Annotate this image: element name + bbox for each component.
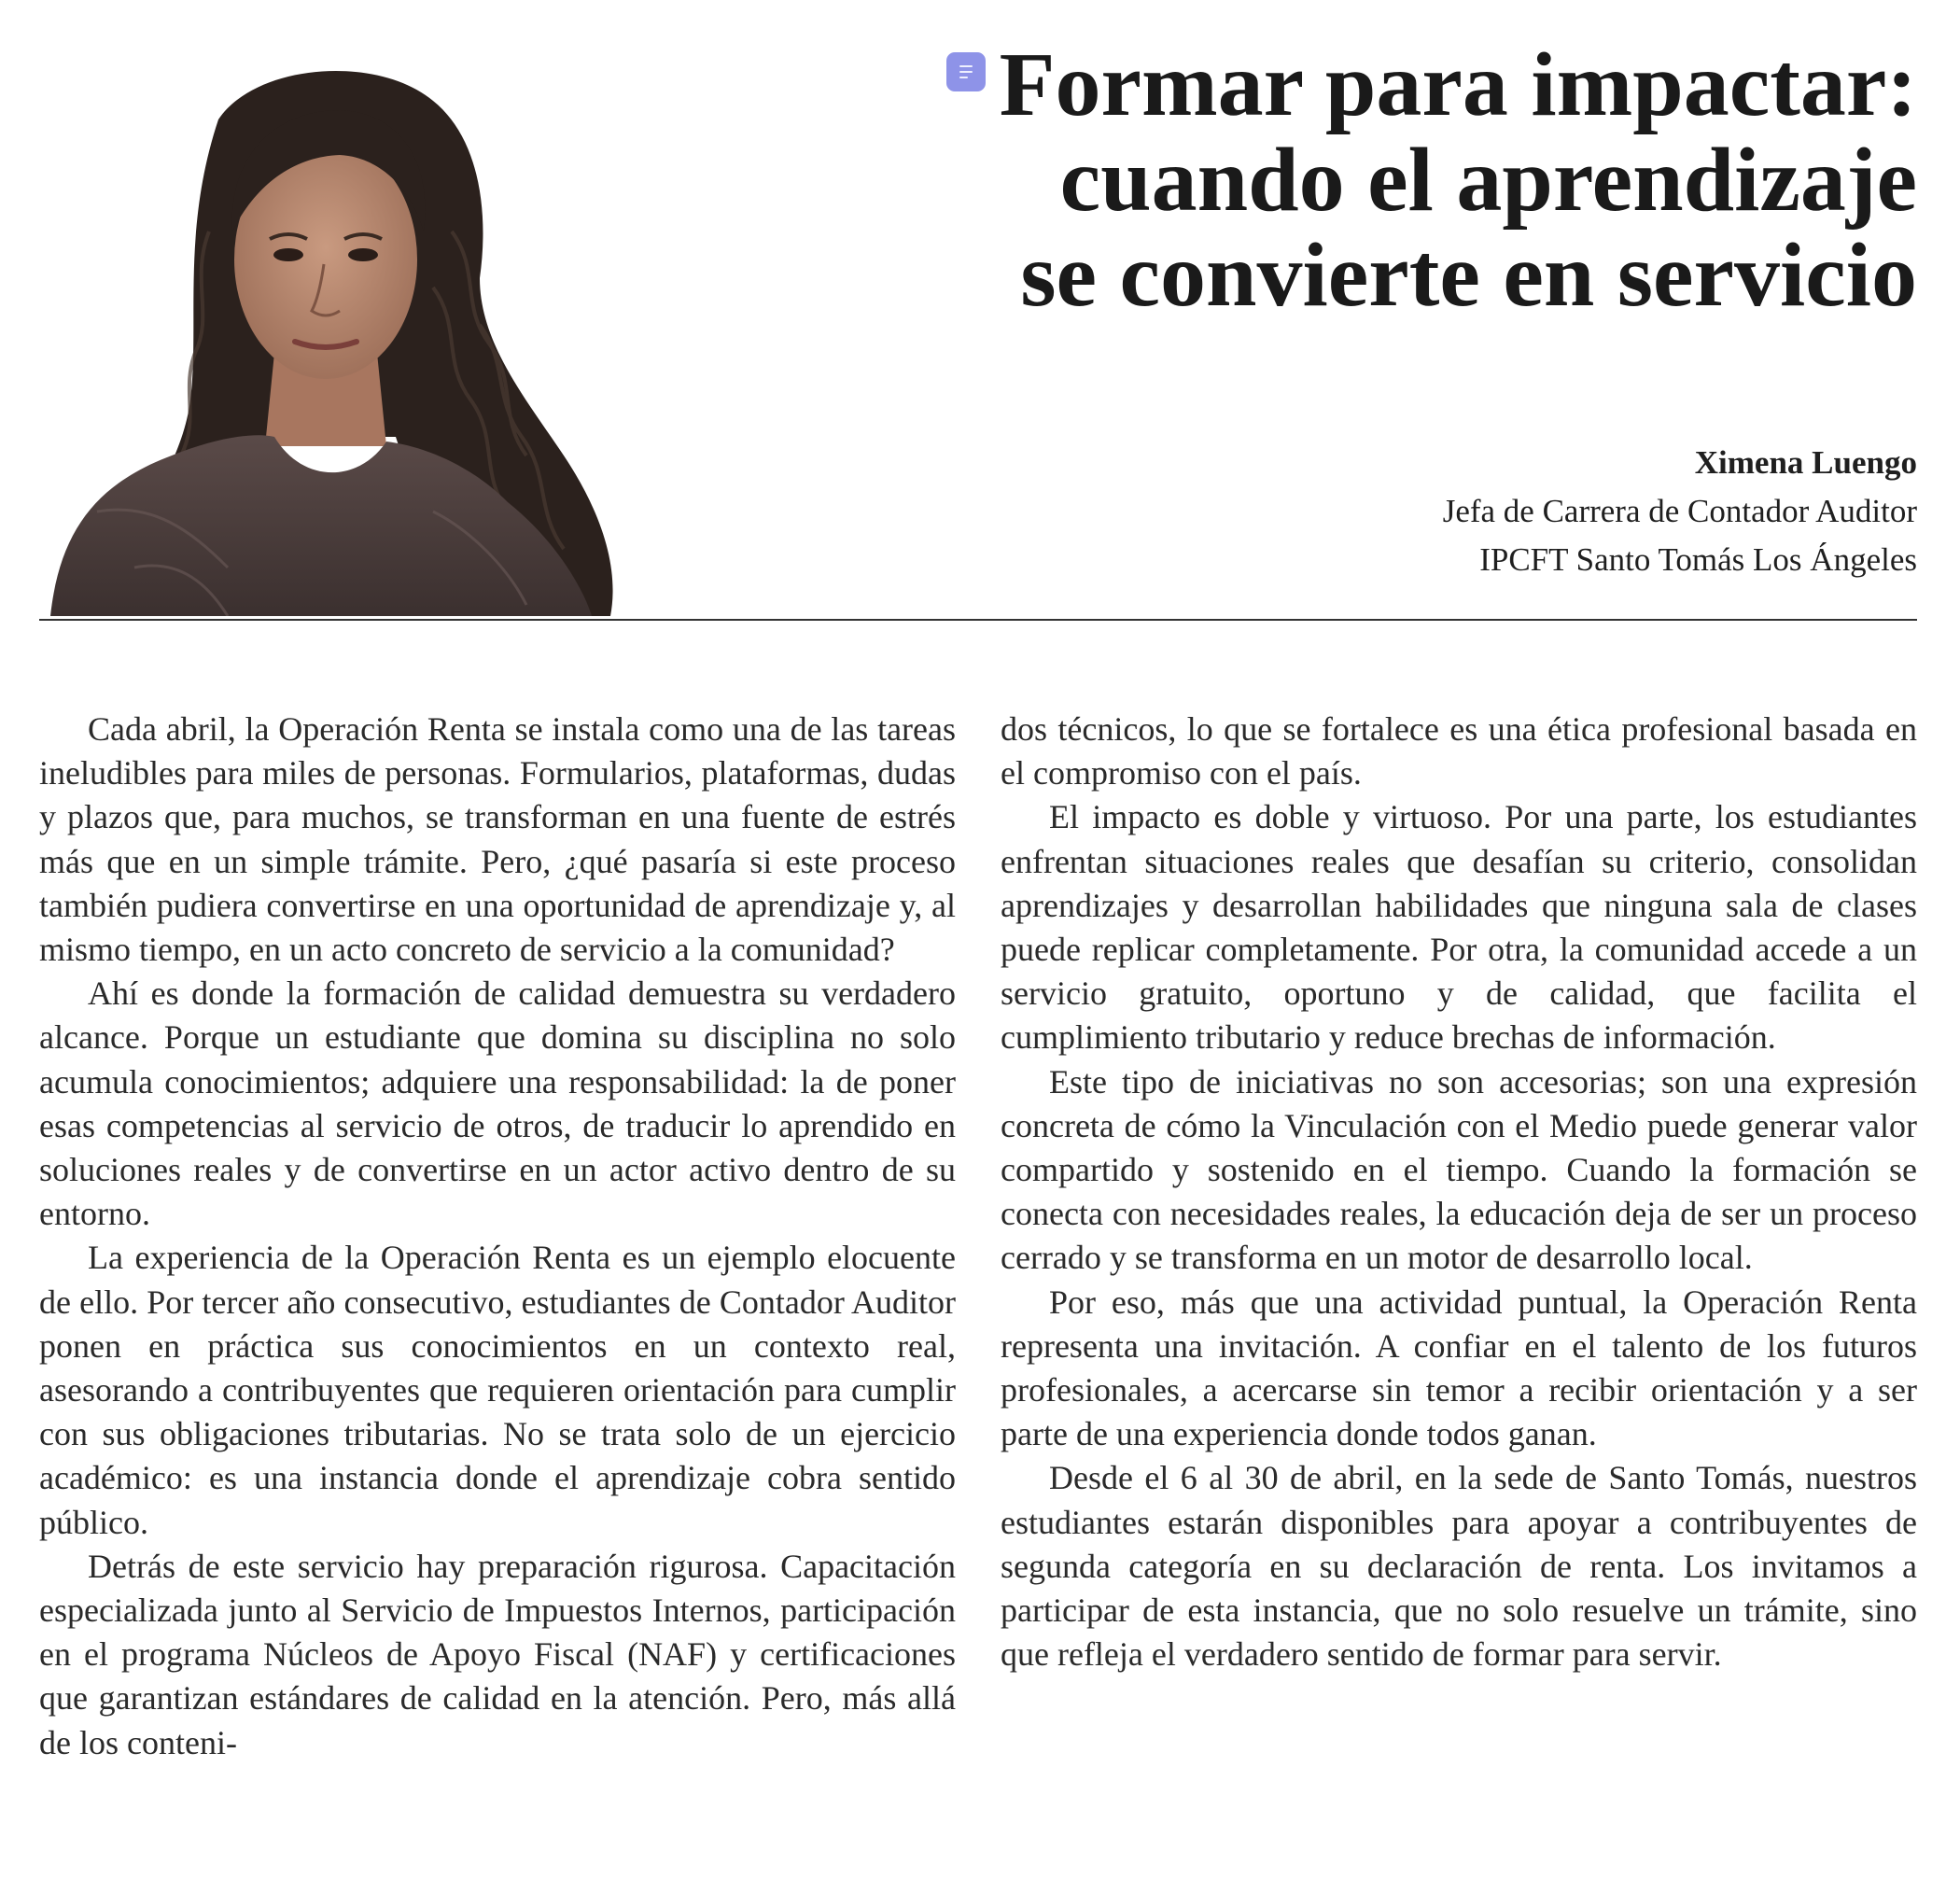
paragraph: Detrás de este servicio hay preparación rigurosa. Capacitación especializada junto al Servicio de Impuestos Internos, participación en el programa Núcleos de Apoyo Fiscal (NAF) y certificaciones que garantizan estándares de calidad en la atención. Pero, más allá de los conteni- [39,1547,956,1761]
paragraph: Este tipo de iniciativas no son accesorias; son una expresión concreta de cómo la Vinculación con el Medio puede generar valor compartido y sostenido en el tiempo. Cuando la formación se conecta con necesidades reales, la educación deja de ser un proceso cerrado y se transforma en un motor de desarrollo local. [1001,1062,1917,1277]
header-rule [39,619,1917,621]
author-institution: IPCFT Santo Tomás Los Ángeles [1479,541,1917,578]
paragraph: dos técnicos, lo que se fortalece es una ética profesional basada en el compromiso con el país. [1001,710,1917,792]
headline: Formar para impactar: cuando el aprendizaje se convierte en servicio [999,35,1917,326]
right-column [1001,708,1917,1676]
author-role: Jefa de Carrera de Contador Auditor [1442,493,1917,529]
author-name: Ximena Luengo [1694,444,1917,481]
paragraph: La experiencia de la Operación Renta es un ejemplo elocuente de ello. Por tercer año consecutivo, estudiantes de Contador Auditor ponen en práctica sus conocimientos en un contexto real, asesorando a contribuyentes que requieren orientación para cumplir con sus obligaciones tributarias. No se trata solo de un ejercicio académico: es una instancia donde el aprendizaje cobra sentido público. [39,1239,956,1541]
author-photo [41,45,629,616]
paragraph: Cada abril, la Operación Renta se instala como una de las tareas ineludibles para miles de personas. Formularios, plataformas, dudas y plazos que, para muchos, se transforman en una fuente de estrés más que en un simple trámite. Pero, ¿qué pasaría si este proceso también pudiera convertirse en una oportunidad de aprendizaje y, al mismo tiempo, en un acto concreto de servicio a la comunidad? [39,710,956,969]
left-column [39,708,956,1765]
byline [1443,439,1917,584]
paragraph: El impacto es doble y virtuoso. Por una parte, los estudiantes enfrentan situaciones reales que desafían su criterio, consolidan aprendizajes y desarrollan habilidades que ninguna sala de clases puede replicar completamente. Por otra, la comunidad accede a un servicio gratuito, oportuno y de calidad, que facilita el cumplimiento tributario y reduce brechas de información. [1001,798,1917,1057]
paragraph: Por eso, más que una actividad puntual, la Operación Renta representa una invitación. A confiar en el talento de los futuros profesionales, a acercarse sin temor a recibir orientación y a ser parte de una experiencia donde todos ganan. [1001,1283,1917,1453]
paragraph: Ahí es donde la formación de calidad demuestra su verdadero alcance. Porque un estudiante que domina su disciplina no solo acumula conocimientos; adquiere una responsabilidad: la de poner esas competencias al servicio de otros, de traducir lo aprendido en soluciones reales y de convertirse en un actor activo dentro de su entorno. [39,975,956,1233]
paragraph: Desde el 6 al 30 de abril, en la sede de Santo Tomás, nuestros estudiantes estarán disponibles para apoyar a contribuyentes de segunda categoría en su declaración de renta. Los invitamos a participar de esta instancia, que no solo resuelve un trámite, sino que refleja el verdadero sentido de formar para servir. [1001,1459,1917,1674]
